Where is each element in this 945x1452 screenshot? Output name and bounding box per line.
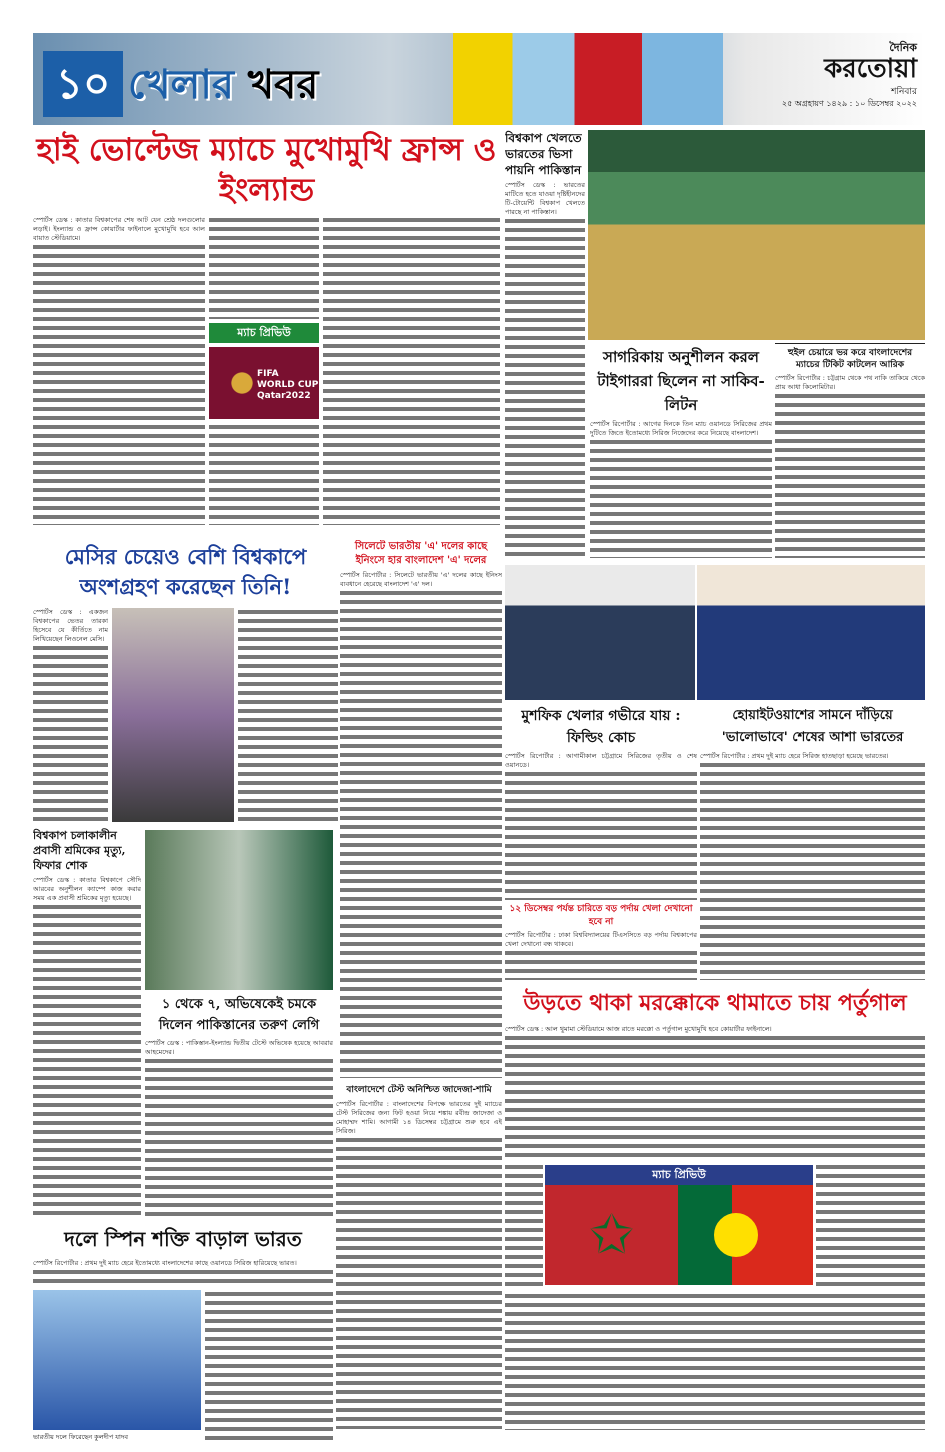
legspinner-article xyxy=(145,994,333,1218)
newspaper-logo xyxy=(824,41,917,84)
visa-headline: বিশ্বকাপ খেলতে ভারতের ভিসা পায়নি পাকিস্তান xyxy=(505,131,582,177)
visa-article xyxy=(505,130,585,558)
wheelchair-headline: হুইল চেয়ারে ভর করে বাংলাদেশের ম্যাচের টিকিট কাটলেন আরিক xyxy=(787,348,913,370)
mushfiq-body: স্পোর্টস রিপোর্টার : আগামীকাল চট্টগ্রামে সিরিজের তৃতীয় ও শেষ ওয়ানডে। xyxy=(505,752,697,900)
sylhet-headline: সিলেটে ভারতীয় 'এ' দলের কাছে ইনিংসে হার বাংলাদেশ 'এ' দলের xyxy=(354,541,488,566)
masthead-right xyxy=(727,41,917,109)
messi-body-2 xyxy=(238,608,338,822)
portugal-flag xyxy=(678,1185,813,1285)
morocco-body-bottom xyxy=(505,1292,925,1430)
screen-headline: ১২ ডিসেম্বর পর্যন্ত চারিতে বড় পর্দায় খেলা দেখানো হবে না xyxy=(509,904,693,927)
portugal-flag-emblem xyxy=(714,1213,758,1257)
page-number: ১০ xyxy=(43,51,123,117)
morocco-body: স্পোর্টস ডেস্ক : আল থুমামা স্টেডিয়ামে আজ রাতে মরক্কো ও পর্তুগাল মুখোমুখি হবে কোয়ার্টার ফাইনালে। xyxy=(505,1025,925,1160)
fifa-world-cup-image: FIFA WORLD CUP Qatar2022 xyxy=(209,347,319,419)
lead-article xyxy=(33,130,500,525)
screen-body: স্পোর্টস রিপোর্টার : ঢাকা বিশ্ববিদ্যালয়ের টিএসসিতে বড় পর্দায় বিশ্বকাপের খেলা দেখানো বন্ধ থাকবে। xyxy=(505,931,697,980)
section-titles xyxy=(128,53,448,120)
sylhet-body: স্পোর্টস রিপোর্টার : সিলেটে ভারতীয় 'এ' দলের কাছে ইনিংস ব্যবধানে হেরেছে বাংলাদেশ 'এ' দল। xyxy=(340,571,502,1078)
worker-article xyxy=(33,828,141,1218)
nets-practice-photo xyxy=(588,130,925,340)
lead-middle-column xyxy=(209,216,319,525)
section-title-2: খবর xyxy=(247,62,319,108)
legspinner-body: স্পোর্টস ডেস্ক : পাকিস্তান-ইংল্যান্ড দ্বিতীয় টেস্টে অভিষেক হয়েছে আবরার আহমেদের। xyxy=(145,1039,333,1218)
match-preview-label: ম্যাচ প্রিভিউ xyxy=(209,323,319,343)
messi-body: স্পোর্টস ডেস্ক : একজন বিশ্বকাপের ভেতর তারকা হিসেবে যে কীর্তিতে নাম লিখিয়েছেন লিওনেল মেসি। xyxy=(33,608,108,822)
whitewash-headline: হোয়াইটওয়াশের সামনে দাঁড়িয়ে 'ভালোভাবে' শেষের আশা ভারতের xyxy=(721,708,904,745)
mushfiq-article xyxy=(505,705,697,900)
sagarika-headline: সাগরিকায় অনুশীলন করল টাইগাররা ছিলেন না সাকিব-লিটন xyxy=(597,348,765,414)
players-banner-image xyxy=(453,33,723,125)
logo-name: করতোয়া xyxy=(824,54,917,84)
worker-headline: বিশ্বকাপ চলাকালীন প্রবাসী শ্রমিকের মৃত্যু, ফিফার শোক xyxy=(33,829,126,872)
sagarika-article xyxy=(590,345,772,558)
morocco-body-left xyxy=(505,1163,543,1288)
screen-article xyxy=(505,903,697,980)
morocco-body-right xyxy=(816,1163,925,1288)
logo-small: দৈনিক xyxy=(889,41,917,54)
morocco-headline: উড়তে থাকা মরক্কোকে থামাতে চায় পর্তুগাল xyxy=(523,990,907,1016)
morocco-article xyxy=(505,985,925,1160)
wheelchair-body: স্পোর্টস রিপোর্টার : চট্টগ্রাম থেকে পথ নাকি তাকিয়ে থেকে প্রায় আধা কিলোমিটার। xyxy=(775,374,925,558)
lead-columns xyxy=(33,216,500,525)
wheelchair-article xyxy=(775,347,925,558)
morocco-preview-label: ম্যাচ প্রিভিউ xyxy=(545,1165,813,1185)
kuldeep-photo xyxy=(33,1290,201,1430)
section-title: খেলার xyxy=(128,62,234,108)
photo-caption: ভারতীয় দলে ফিরেছেন কুলদীপ যাদব xyxy=(33,1433,128,1441)
spin-body-2 xyxy=(205,1290,333,1442)
lead-body-col2 xyxy=(209,216,319,319)
messi-headline: মেসির চেয়েও বেশি বিশ্বকাপে অংশগ্রহণ করেছেন তিনি! xyxy=(64,544,307,599)
jadeja-article xyxy=(336,1084,502,1429)
lead-body-col2b xyxy=(209,423,319,526)
spin-headline: দলে স্পিন শক্তি বাড়াল ভারত xyxy=(64,1227,302,1251)
pakistan-legspinner-photo xyxy=(145,830,333,990)
jadeja-body: স্পোর্টস রিপোর্টার : বাংলাদেশের বিপক্ষে ভারতের দুই ম্যাচের টেস্ট সিরিজের জন্য ফিট হওয়া নিয়ে শঙ্কায় রবীন্দ্র জাদেজা ও মোহাম্মদ শামি। আগামী ১৪ ডিসেম্বর চট্টগ্রামে শুরু হবে এই সিরিজ। xyxy=(336,1100,502,1429)
jadeja-headline: বাংলাদেশে টেস্ট অনিশ্চিত জাদেজা-শামি xyxy=(346,1085,492,1095)
date: ২৫ অগ্রহায়ণ ১৪২৯ : ১০ ডিসেম্বর ২০২২ xyxy=(781,99,917,108)
spin-article xyxy=(33,1222,333,1442)
divider xyxy=(775,343,925,344)
lead-headline: হাই ভোল্টেজ ম্যাচে মুখোমুখি ফ্রান্স ও ইংল্যান্ড xyxy=(36,132,497,208)
india-player-photo xyxy=(697,565,925,700)
lead-body-col1: স্পোর্টস ডেস্ক : কাতার বিশ্বকাপের শেষ আট যেন শ্রেষ্ঠ দলগুলোর লড়াই। ইংল্যান্ড ও ফ্রান্স কোয়ার্টার ফাইনালে মুখোমুখি হবে আল বায়াত স্টেডিয়ামে। xyxy=(33,216,205,525)
worker-body: স্পোর্টস ডেস্ক : কাতার বিশ্বকাপে সৌদি আরবের অনুশীলন ক্যাম্পে কাজ করার সময় এক প্রবাসী শ্রমিকের মৃত্যু হয়েছে। xyxy=(33,876,141,1218)
messi-article xyxy=(33,542,338,822)
masthead xyxy=(33,33,925,125)
spin-body: স্পোর্টস রিপোর্টার : প্রথম দুই ম্যাচ হেরে ইতোমধ্যে বাংলাদেশের কাছে ওয়ানডে সিরিজ হারিয়েছে ভারত। xyxy=(33,1259,333,1286)
whitewash-body: স্পোর্টস রিপোর্টার : প্রথম দুই ম্যাচ হেরে সিরিজ হাতছাড়া হয়েছে ভারতের। xyxy=(700,752,925,980)
morocco-flag: ✩ xyxy=(545,1185,678,1285)
kuldeep-photo-block xyxy=(33,1290,201,1442)
day: শনিবার xyxy=(891,87,917,97)
sagarika-body: স্পোর্টস রিপোর্টার : আগের দিনকে তিন ম্যাচ ওয়ানডে সিরিজের প্রথম দুটিতে জিতে ইতোমধ্যে সিরিজ নিজেদের করে নিয়েছে বাংলাদেশ। xyxy=(590,420,772,558)
legspinner-headline: ১ থেকে ৭, অভিষেকেই চমকে দিলেন পাকিস্তানের তরুণ লেগি xyxy=(158,997,320,1033)
fan-photo xyxy=(112,608,234,822)
visa-body: স্পোর্টস ডেস্ক : ভারতের মাটিতে হতে যাওয়া দৃষ্টিহীনদের টি-টোয়েন্টি বিশ্বকাপ খেলতে পারছে না পাকিস্তান। xyxy=(505,181,585,558)
sylhet-article xyxy=(340,540,502,1078)
mushfiq-headline: মুশফিক খেলার গভীরে যায় : ফিল্ডিং কোচ xyxy=(521,708,681,746)
whitewash-article xyxy=(700,705,925,980)
fielding-coach-photo xyxy=(505,565,695,700)
spin-columns xyxy=(33,1290,333,1442)
lead-body-col3 xyxy=(323,216,500,525)
messi-columns xyxy=(33,608,338,822)
